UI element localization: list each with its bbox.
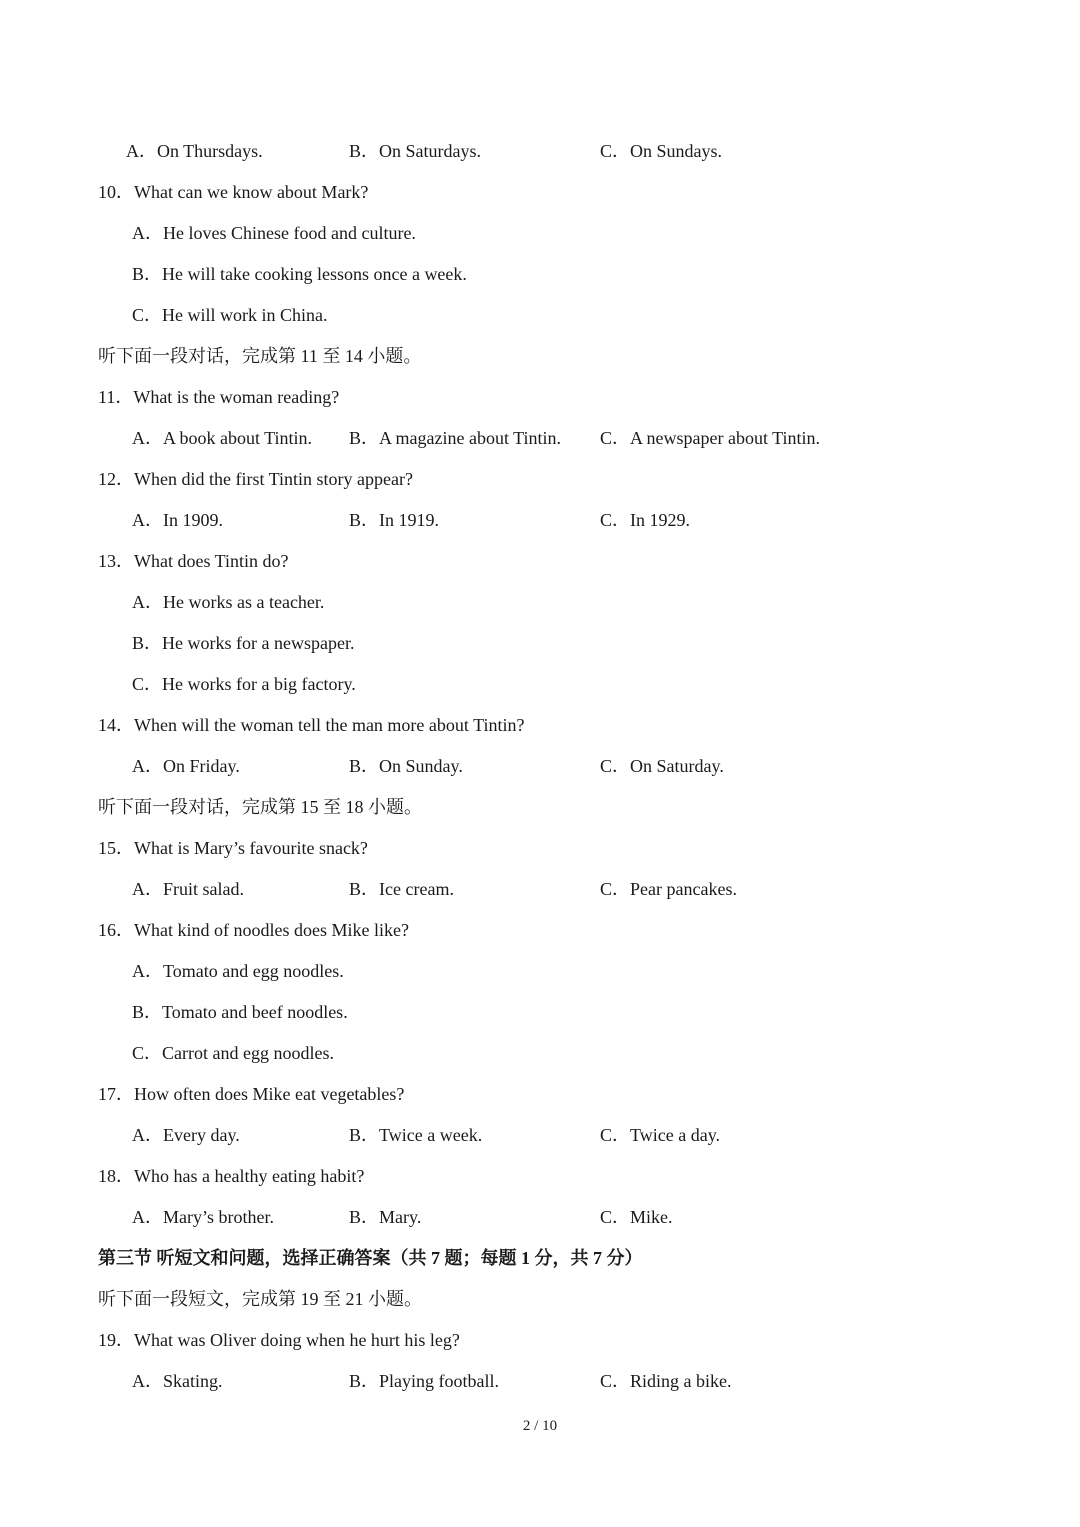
page-number: 2 / 10 bbox=[522, 1418, 558, 1434]
option-b: B．A magazine about Tintin. bbox=[349, 428, 562, 448]
option-a: A．Mary’s brother. bbox=[132, 1207, 274, 1227]
option-b: B．Twice a week. bbox=[349, 1125, 483, 1145]
option-a: A．On Friday. bbox=[132, 756, 240, 776]
option-b: B．Playing football. bbox=[349, 1371, 499, 1391]
question-text: 14．When will the woman tell the man more about Tintin? bbox=[98, 715, 525, 735]
option-b: B．In 1919. bbox=[349, 510, 439, 530]
option-b: B．Mary. bbox=[349, 1207, 422, 1227]
option-a: A．Every day. bbox=[132, 1125, 240, 1145]
question-text: 13．What does Tintin do? bbox=[98, 551, 289, 571]
question-text: 12．When did the first Tintin story appear? bbox=[98, 469, 413, 489]
option-a: A．In 1909. bbox=[132, 510, 223, 530]
option-text: A．He works as a teacher. bbox=[132, 592, 325, 612]
option-b: B．On Saturdays. bbox=[349, 141, 481, 161]
option-text: B．He works for a newspaper. bbox=[132, 633, 355, 653]
instruction-text: 听下面一段对话，完成第 11 至 14 小题。 bbox=[98, 346, 422, 366]
question-text: 11．What is the woman reading? bbox=[98, 387, 340, 407]
section-heading: 第三节 听短文和问题，选择正确答案（共 7 题；每题 1 分，共 7 分） bbox=[98, 1248, 643, 1268]
option-a: A．Fruit salad. bbox=[132, 879, 244, 899]
option-c: C．On Sundays. bbox=[600, 141, 723, 161]
option-text: C．Carrot and egg noodles. bbox=[132, 1043, 334, 1063]
question-text: 16．What kind of noodles does Mike like? bbox=[98, 920, 409, 940]
instruction-text: 听下面一段短文，完成第 19 至 21 小题。 bbox=[98, 1289, 422, 1309]
option-a: A．On Thursdays. bbox=[126, 141, 263, 161]
option-text: C．He works for a big factory. bbox=[132, 674, 356, 694]
option-c: C．A newspaper about Tintin. bbox=[600, 428, 821, 448]
question-text: 19．What was Oliver doing when he hurt his leg? bbox=[98, 1330, 460, 1350]
option-a: A．Skating. bbox=[132, 1371, 223, 1391]
option-text: A．Tomato and egg noodles. bbox=[132, 961, 344, 981]
option-text: B．Tomato and beef noodles. bbox=[132, 1002, 348, 1022]
question-text: 18．Who has a healthy eating habit? bbox=[98, 1166, 365, 1186]
option-b: B．On Sunday. bbox=[349, 756, 463, 776]
option-c: C．Mike. bbox=[600, 1207, 673, 1227]
option-c: C．On Saturday. bbox=[600, 756, 724, 776]
question-text: 10．What can we know about Mark? bbox=[98, 182, 369, 202]
option-c: C．In 1929. bbox=[600, 510, 690, 530]
question-text: 15．What is Mary’s favourite snack? bbox=[98, 838, 368, 858]
instruction-text: 听下面一段对话，完成第 15 至 18 小题。 bbox=[98, 797, 422, 817]
option-a: A．A book about Tintin. bbox=[132, 428, 313, 448]
option-text: B．He will take cooking lessons once a week. bbox=[132, 264, 467, 284]
option-c: C．Twice a day. bbox=[600, 1125, 721, 1145]
option-b: B．Ice cream. bbox=[349, 879, 454, 899]
question-text: 17．How often does Mike eat vegetables? bbox=[98, 1084, 405, 1104]
option-text: C．He will work in China. bbox=[132, 305, 328, 325]
option-c: C．Pear pancakes. bbox=[600, 879, 737, 899]
option-text: A．He loves Chinese food and culture. bbox=[132, 223, 416, 243]
option-c: C．Riding a bike. bbox=[600, 1371, 732, 1391]
